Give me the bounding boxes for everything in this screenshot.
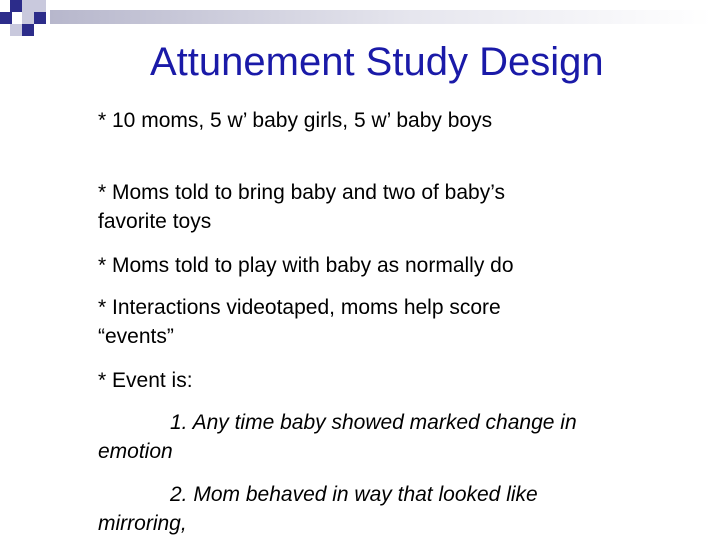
decor-square — [34, 12, 46, 24]
slide-title: Attunement Study Design — [150, 40, 604, 84]
bullet-line: * Event is: — [98, 369, 193, 392]
sub-item: 2. Mom behaved in way that looked like — [170, 483, 538, 506]
sub-item-continuation: emotion — [98, 440, 173, 463]
decor-square — [22, 24, 34, 36]
bullet-continuation: favorite toys — [98, 210, 212, 233]
sub-item: 1. Any time baby showed marked change in — [170, 411, 577, 434]
decor-square — [34, 0, 46, 12]
bullet-line: * 10 moms, 5 w’ baby girls, 5 w’ baby boys — [98, 109, 493, 132]
bullet-line: * Interactions videotaped, moms help score — [98, 296, 501, 319]
decor-square — [22, 12, 34, 24]
sub-item-continuation: mirroring, — [98, 512, 187, 535]
decor-square — [10, 24, 22, 36]
bullet-continuation: “events” — [98, 325, 174, 348]
decor-square — [10, 0, 22, 12]
decor-square — [0, 12, 12, 24]
bullet-line: * Moms told to bring baby and two of baby’s — [98, 181, 506, 204]
decor-square — [22, 0, 34, 12]
bullet-line: * Moms told to play with baby as normally do — [98, 254, 514, 277]
top-gradient-bar — [50, 10, 712, 24]
